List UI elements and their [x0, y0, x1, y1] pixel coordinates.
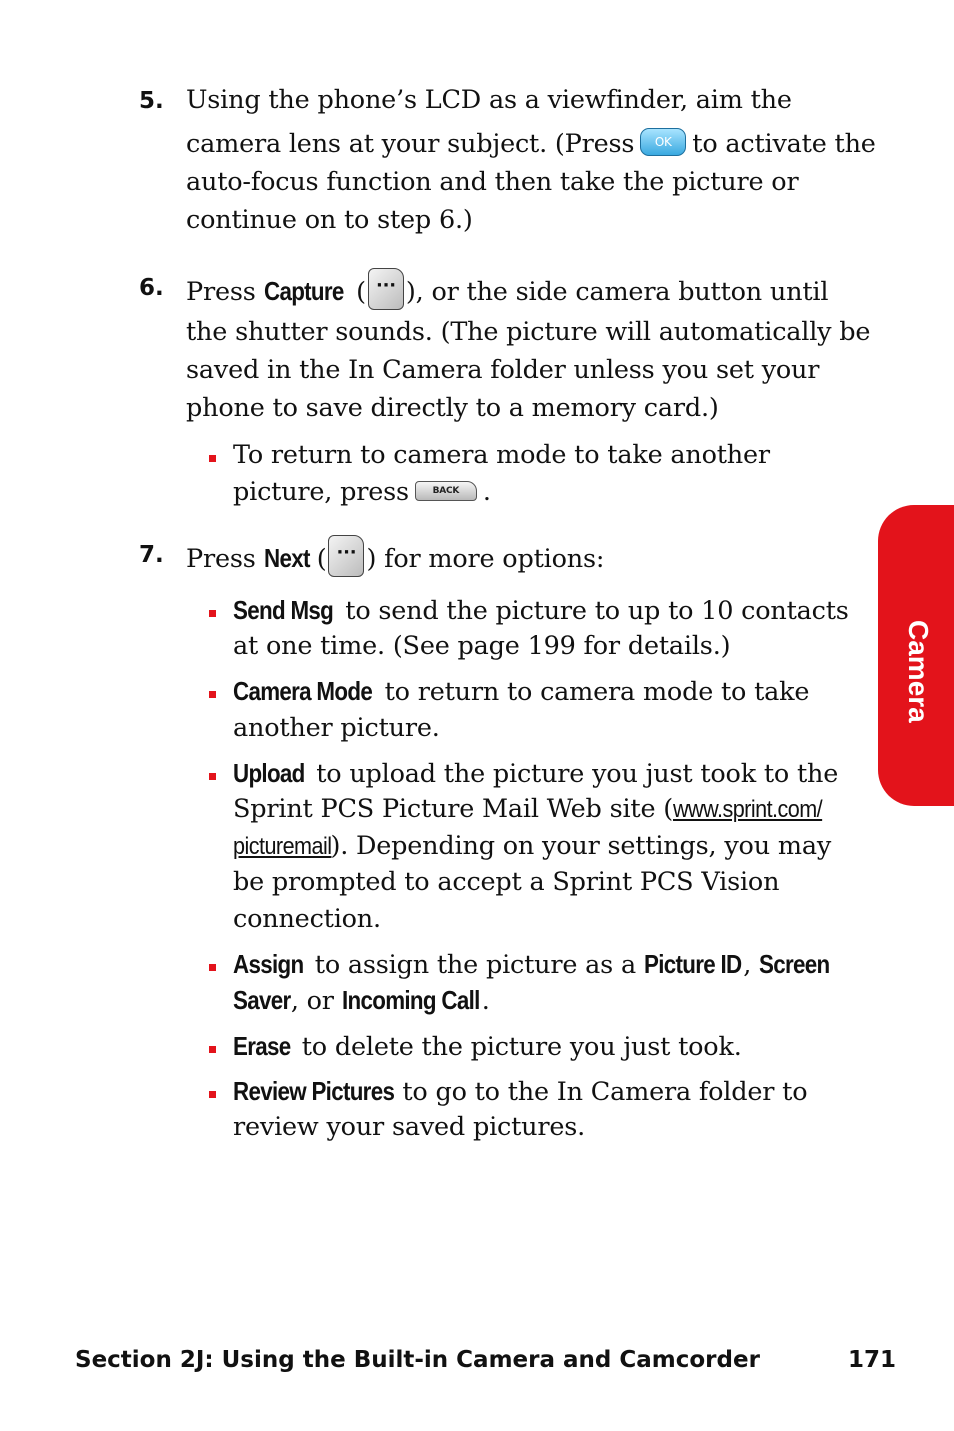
step-5-text: to activate the	[692, 129, 876, 159]
step-6-line-1	[186, 272, 828, 314]
screen-term: Screen	[759, 949, 830, 979]
option-text: to send the picture to up to 10 contacts	[345, 596, 849, 626]
option-review-pictures-line-2: review your saved pictures.	[233, 1112, 586, 1142]
step-6-text: Press	[186, 277, 256, 307]
right-softkey-icon: ···	[328, 535, 364, 577]
bullet-marker	[209, 1091, 216, 1098]
bullet-marker	[209, 1046, 216, 1053]
option-erase	[233, 1031, 742, 1062]
back-key-icon: BACK	[415, 481, 477, 501]
option-assign	[233, 949, 841, 980]
option-send-msg-line-2: at one time. (See page 199 for details.)	[233, 631, 731, 661]
option-upload-line-2	[233, 794, 839, 825]
incoming-call-term: Incoming Call	[341, 985, 480, 1015]
option-term: Erase	[233, 1031, 291, 1061]
option-text: ). Depending on your settings, you may	[330, 831, 832, 861]
option-assign-line-2	[233, 985, 490, 1016]
step-7-line-1	[186, 539, 604, 581]
option-text: Sprint PCS Picture Mail Web site (	[233, 794, 674, 824]
option-term: Assign	[233, 949, 304, 979]
bullet-marker	[209, 964, 216, 971]
step-6-line-4: phone to save directly to a memory card.)	[186, 393, 719, 423]
option-text: to return to camera mode to take	[384, 677, 810, 707]
step-6-text: ), or the side camera button until	[405, 277, 829, 307]
ok-key-icon: OK	[640, 128, 686, 156]
bullet-marker	[209, 610, 216, 617]
picture-mail-link[interactable]: www.sprint.com/	[673, 796, 823, 823]
step-7-text: Press	[186, 544, 256, 574]
step-5-line-3: auto-focus function and then take the picture or	[186, 167, 799, 197]
option-upload	[233, 758, 838, 789]
option-upload-line-3	[233, 831, 831, 862]
option-text: ,	[743, 950, 752, 980]
option-camera-mode	[233, 676, 809, 707]
saver-term: Saver	[233, 985, 291, 1015]
step-number: 7.	[139, 542, 164, 568]
step-6-bullet-line-1: To return to camera mode to take another	[233, 440, 770, 470]
option-term: Camera Mode	[233, 676, 373, 706]
option-term: Send Msg	[233, 595, 334, 625]
option-text: to upload the picture you just took to the	[316, 759, 839, 789]
bullet-marker	[209, 455, 216, 462]
step-6-bullet-text: picture, press	[233, 477, 409, 507]
option-review-pictures	[233, 1076, 807, 1107]
page-number: 171	[848, 1347, 897, 1373]
footer-section-title: Section 2J: Using the Built-in Camera and Camcorder	[75, 1347, 760, 1373]
step-5-line-2	[186, 129, 876, 159]
capture-term: Capture	[263, 276, 344, 306]
step-6-text: (	[356, 277, 366, 307]
step-6-line-2: the shutter sounds. (The picture will automatically be	[186, 317, 871, 347]
step-5-text: camera lens at your subject. (Press	[186, 129, 635, 159]
option-term: Upload	[233, 758, 305, 788]
step-7-text: (	[316, 544, 327, 574]
bullet-marker	[209, 691, 216, 698]
left-softkey-icon: ···	[368, 268, 404, 310]
option-text: , or	[290, 986, 334, 1016]
option-send-msg	[233, 595, 849, 626]
step-6-bullet-text: .	[482, 477, 491, 507]
step-7-text: ) for more options:	[366, 544, 605, 574]
bullet-marker	[209, 773, 216, 780]
step-5-line-1: Using the phone’s LCD as a viewfinder, aim the	[186, 85, 792, 115]
step-6-bullet-line-2	[233, 477, 491, 507]
step-number: 5.	[139, 88, 164, 114]
option-term: Review Pictures	[233, 1076, 395, 1106]
camera-tab-label: Camera	[903, 620, 934, 723]
option-text: to go to the In Camera folder to	[402, 1077, 808, 1107]
option-upload-line-4: be prompted to accept a Sprint PCS Vision	[233, 867, 780, 897]
option-text: to assign the picture as a	[314, 950, 636, 980]
next-term: Next	[263, 543, 310, 573]
picture-id-term: Picture ID	[643, 949, 742, 979]
option-text: to delete the picture you just took.	[301, 1032, 742, 1062]
step-number: 6.	[139, 275, 164, 301]
option-camera-mode-line-2: another picture.	[233, 713, 440, 743]
picture-mail-link[interactable]: picturemail	[233, 833, 332, 860]
step-6-line-3: saved in the In Camera folder unless you set your	[186, 355, 820, 385]
option-text: .	[481, 986, 490, 1016]
option-upload-line-5: connection.	[233, 904, 381, 934]
step-5-line-4: continue on to step 6.)	[186, 205, 473, 235]
